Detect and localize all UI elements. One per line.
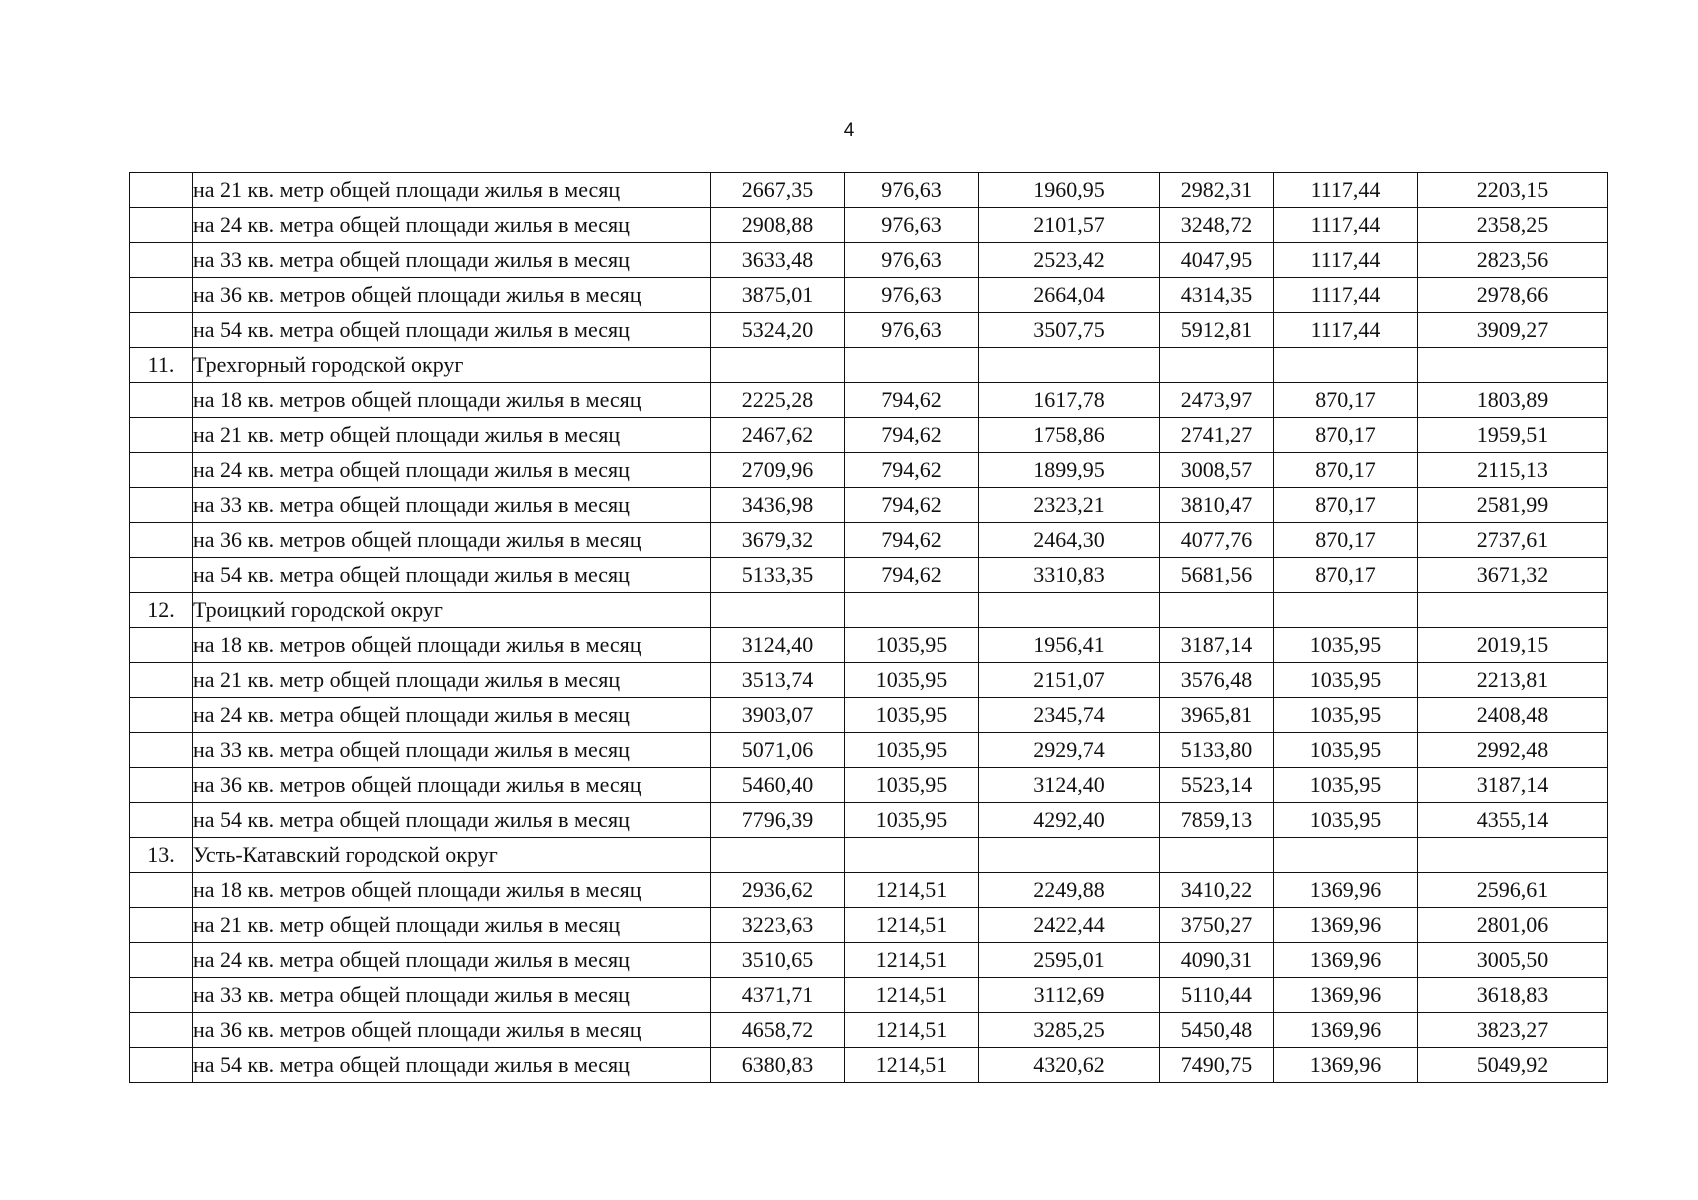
value-cell: 1214,51	[845, 1013, 979, 1048]
row-number	[130, 943, 193, 978]
value-cell: 5450,48	[1160, 1013, 1274, 1048]
table-row	[130, 208, 1608, 243]
value-cell: 5071,06	[711, 733, 845, 768]
row-number	[130, 173, 193, 208]
value-cell: 976,63	[845, 313, 979, 348]
value-cell	[1160, 593, 1274, 628]
value-cell: 1617,78	[979, 383, 1160, 418]
row-label: на 21 кв. метр общей площади жилья в месяц	[193, 663, 711, 698]
value-cell: 1214,51	[845, 943, 979, 978]
value-cell	[1274, 348, 1418, 383]
value-cell: 1035,95	[845, 733, 979, 768]
value-cell	[845, 593, 979, 628]
value-cell: 2992,48	[1418, 733, 1608, 768]
value-cell: 976,63	[845, 173, 979, 208]
row-number	[130, 418, 193, 453]
table-body	[130, 173, 1608, 1083]
row-number	[130, 663, 193, 698]
value-cell: 3513,74	[711, 663, 845, 698]
value-cell: 4320,62	[979, 1048, 1160, 1083]
row-label: на 18 кв. метров общей площади жилья в месяц	[193, 383, 711, 418]
value-cell: 870,17	[1274, 383, 1418, 418]
row-label: на 33 кв. метра общей площади жилья в месяц	[193, 733, 711, 768]
value-cell: 1035,95	[845, 768, 979, 803]
value-cell: 2982,31	[1160, 173, 1274, 208]
value-cell: 7490,75	[1160, 1048, 1274, 1083]
value-cell	[1274, 593, 1418, 628]
value-cell: 1035,95	[845, 803, 979, 838]
value-cell: 3310,83	[979, 558, 1160, 593]
value-cell: 1369,96	[1274, 1048, 1418, 1083]
value-cell: 2345,74	[979, 698, 1160, 733]
value-cell: 870,17	[1274, 453, 1418, 488]
value-cell	[979, 593, 1160, 628]
value-cell: 2929,74	[979, 733, 1160, 768]
value-cell	[1418, 593, 1608, 628]
value-cell: 5523,14	[1160, 768, 1274, 803]
value-cell: 1117,44	[1274, 173, 1418, 208]
row-label: на 33 кв. метра общей площади жилья в месяц	[193, 978, 711, 1013]
value-cell: 3750,27	[1160, 908, 1274, 943]
value-cell: 870,17	[1274, 418, 1418, 453]
value-cell: 4314,35	[1160, 278, 1274, 313]
value-cell	[979, 838, 1160, 873]
value-cell: 5460,40	[711, 768, 845, 803]
value-cell: 2596,61	[1418, 873, 1608, 908]
value-cell: 6380,83	[711, 1048, 845, 1083]
value-cell: 2908,88	[711, 208, 845, 243]
value-cell: 2667,35	[711, 173, 845, 208]
value-cell: 3510,65	[711, 943, 845, 978]
table-row	[130, 453, 1608, 488]
value-cell: 1369,96	[1274, 873, 1418, 908]
table-row	[130, 278, 1608, 313]
row-label: на 24 кв. метра общей площади жилья в месяц	[193, 943, 711, 978]
row-number	[130, 1013, 193, 1048]
row-number	[130, 523, 193, 558]
value-cell: 3187,14	[1160, 628, 1274, 663]
value-cell: 1035,95	[1274, 803, 1418, 838]
row-label: на 21 кв. метр общей площади жилья в месяц	[193, 908, 711, 943]
value-cell: 2664,04	[979, 278, 1160, 313]
value-cell: 2823,56	[1418, 243, 1608, 278]
section-title: Трехгорный городской округ	[193, 348, 711, 383]
value-cell: 2741,27	[1160, 418, 1274, 453]
value-cell: 3965,81	[1160, 698, 1274, 733]
value-cell: 4355,14	[1418, 803, 1608, 838]
value-cell: 2581,99	[1418, 488, 1608, 523]
row-number	[130, 628, 193, 663]
value-cell: 794,62	[845, 523, 979, 558]
value-cell: 1758,86	[979, 418, 1160, 453]
value-cell: 1035,95	[1274, 698, 1418, 733]
section-title: Усть-Катавский городской округ	[193, 838, 711, 873]
row-label: на 36 кв. метров общей площади жилья в месяц	[193, 768, 711, 803]
value-cell: 5049,92	[1418, 1048, 1608, 1083]
value-cell: 5133,80	[1160, 733, 1274, 768]
value-cell: 2422,44	[979, 908, 1160, 943]
value-cell: 1035,95	[845, 698, 979, 733]
value-cell: 7796,39	[711, 803, 845, 838]
table-row	[130, 488, 1608, 523]
value-cell: 1117,44	[1274, 278, 1418, 313]
value-cell: 794,62	[845, 558, 979, 593]
data-table	[129, 172, 1608, 1083]
value-cell: 3005,50	[1418, 943, 1608, 978]
row-label: на 24 кв. метра общей площади жилья в месяц	[193, 453, 711, 488]
value-cell: 1214,51	[845, 873, 979, 908]
value-cell: 1214,51	[845, 908, 979, 943]
value-cell: 2467,62	[711, 418, 845, 453]
row-label: на 21 кв. метр общей площади жилья в месяц	[193, 173, 711, 208]
value-cell: 794,62	[845, 488, 979, 523]
value-cell: 2978,66	[1418, 278, 1608, 313]
value-cell: 2101,57	[979, 208, 1160, 243]
value-cell: 4047,95	[1160, 243, 1274, 278]
row-label: на 36 кв. метров общей площади жилья в месяц	[193, 1013, 711, 1048]
value-cell	[1274, 838, 1418, 873]
row-label: на 54 кв. метра общей площади жилья в месяц	[193, 313, 711, 348]
value-cell: 794,62	[845, 453, 979, 488]
row-number	[130, 908, 193, 943]
value-cell: 1117,44	[1274, 313, 1418, 348]
value-cell: 5912,81	[1160, 313, 1274, 348]
value-cell: 3248,72	[1160, 208, 1274, 243]
row-label: на 24 кв. метра общей площади жилья в месяц	[193, 698, 711, 733]
value-cell: 4090,31	[1160, 943, 1274, 978]
value-cell: 3810,47	[1160, 488, 1274, 523]
value-cell: 3223,63	[711, 908, 845, 943]
value-cell: 976,63	[845, 278, 979, 313]
value-cell: 1117,44	[1274, 243, 1418, 278]
row-label: на 54 кв. метра общей площади жилья в месяц	[193, 803, 711, 838]
value-cell: 5324,20	[711, 313, 845, 348]
value-cell	[1418, 838, 1608, 873]
section-row	[130, 348, 1608, 383]
value-cell: 2115,13	[1418, 453, 1608, 488]
table-row	[130, 908, 1608, 943]
value-cell	[1418, 348, 1608, 383]
table-row	[130, 383, 1608, 418]
row-number	[130, 698, 193, 733]
value-cell: 4292,40	[979, 803, 1160, 838]
value-cell: 2464,30	[979, 523, 1160, 558]
value-cell: 794,62	[845, 383, 979, 418]
value-cell: 976,63	[845, 208, 979, 243]
table-row	[130, 558, 1608, 593]
value-cell: 3507,75	[979, 313, 1160, 348]
value-cell: 2249,88	[979, 873, 1160, 908]
value-cell: 1035,95	[1274, 733, 1418, 768]
value-cell: 1214,51	[845, 1048, 979, 1083]
row-label: на 18 кв. метров общей площади жилья в месяц	[193, 873, 711, 908]
value-cell: 3909,27	[1418, 313, 1608, 348]
section-row	[130, 593, 1608, 628]
value-cell: 3823,27	[1418, 1013, 1608, 1048]
value-cell: 3576,48	[1160, 663, 1274, 698]
value-cell: 1035,95	[845, 628, 979, 663]
value-cell: 1369,96	[1274, 908, 1418, 943]
row-label: на 24 кв. метра общей площади жилья в месяц	[193, 208, 711, 243]
row-number: 13.	[130, 838, 193, 873]
value-cell: 870,17	[1274, 523, 1418, 558]
row-number	[130, 803, 193, 838]
value-cell: 2408,48	[1418, 698, 1608, 733]
value-cell: 2151,07	[979, 663, 1160, 698]
row-label: на 33 кв. метра общей площади жилья в месяц	[193, 488, 711, 523]
table-row	[130, 978, 1608, 1013]
value-cell: 3124,40	[979, 768, 1160, 803]
row-number	[130, 208, 193, 243]
value-cell: 1035,95	[1274, 768, 1418, 803]
table-row	[130, 803, 1608, 838]
value-cell: 3436,98	[711, 488, 845, 523]
value-cell: 870,17	[1274, 558, 1418, 593]
table-row	[130, 628, 1608, 663]
value-cell: 1369,96	[1274, 943, 1418, 978]
value-cell: 3124,40	[711, 628, 845, 663]
value-cell: 2595,01	[979, 943, 1160, 978]
value-cell: 2473,97	[1160, 383, 1274, 418]
value-cell: 5681,56	[1160, 558, 1274, 593]
value-cell: 3187,14	[1418, 768, 1608, 803]
table-row	[130, 418, 1608, 453]
value-cell	[711, 593, 845, 628]
value-cell	[979, 348, 1160, 383]
value-cell: 5133,35	[711, 558, 845, 593]
value-cell: 1369,96	[1274, 978, 1418, 1013]
table-row	[130, 663, 1608, 698]
value-cell: 2358,25	[1418, 208, 1608, 243]
value-cell: 3671,32	[1418, 558, 1608, 593]
value-cell: 1960,95	[979, 173, 1160, 208]
row-label: на 36 кв. метров общей площади жилья в месяц	[193, 278, 711, 313]
table-row	[130, 1048, 1608, 1083]
value-cell: 3008,57	[1160, 453, 1274, 488]
value-cell: 1035,95	[1274, 628, 1418, 663]
table-row	[130, 733, 1608, 768]
value-cell: 2709,96	[711, 453, 845, 488]
row-number	[130, 978, 193, 1013]
row-number: 11.	[130, 348, 193, 383]
value-cell	[1160, 838, 1274, 873]
value-cell: 2323,21	[979, 488, 1160, 523]
value-cell: 2225,28	[711, 383, 845, 418]
row-number	[130, 733, 193, 768]
value-cell	[711, 838, 845, 873]
section-row	[130, 838, 1608, 873]
value-cell: 3112,69	[979, 978, 1160, 1013]
value-cell: 5110,44	[1160, 978, 1274, 1013]
value-cell: 976,63	[845, 243, 979, 278]
value-cell: 2203,15	[1418, 173, 1608, 208]
table-row	[130, 943, 1608, 978]
table-row	[130, 243, 1608, 278]
row-number	[130, 453, 193, 488]
value-cell	[711, 348, 845, 383]
value-cell: 1956,41	[979, 628, 1160, 663]
value-cell: 3285,25	[979, 1013, 1160, 1048]
value-cell: 870,17	[1274, 488, 1418, 523]
row-label: на 21 кв. метр общей площади жилья в месяц	[193, 418, 711, 453]
table-row	[130, 768, 1608, 803]
value-cell	[845, 348, 979, 383]
row-number	[130, 488, 193, 523]
value-cell: 4077,76	[1160, 523, 1274, 558]
row-number	[130, 313, 193, 348]
value-cell: 2737,61	[1418, 523, 1608, 558]
row-label: на 18 кв. метров общей площади жилья в месяц	[193, 628, 711, 663]
value-cell: 3633,48	[711, 243, 845, 278]
table-row	[130, 173, 1608, 208]
value-cell: 3903,07	[711, 698, 845, 733]
table-row	[130, 873, 1608, 908]
value-cell: 1035,95	[845, 663, 979, 698]
value-cell: 3618,83	[1418, 978, 1608, 1013]
value-cell: 1035,95	[1274, 663, 1418, 698]
row-number	[130, 383, 193, 418]
value-cell: 3875,01	[711, 278, 845, 313]
value-cell: 2019,15	[1418, 628, 1608, 663]
row-number	[130, 873, 193, 908]
value-cell	[1160, 348, 1274, 383]
value-cell: 4658,72	[711, 1013, 845, 1048]
value-cell: 2936,62	[711, 873, 845, 908]
row-number	[130, 1048, 193, 1083]
value-cell: 7859,13	[1160, 803, 1274, 838]
table-row	[130, 1013, 1608, 1048]
table-row	[130, 698, 1608, 733]
page-number: 4	[843, 120, 855, 141]
value-cell: 3410,22	[1160, 873, 1274, 908]
value-cell: 1959,51	[1418, 418, 1608, 453]
value-cell	[845, 838, 979, 873]
table-row	[130, 313, 1608, 348]
value-cell: 4371,71	[711, 978, 845, 1013]
row-number	[130, 768, 193, 803]
row-number	[130, 243, 193, 278]
row-label: на 54 кв. метра общей площади жилья в месяц	[193, 558, 711, 593]
value-cell: 1117,44	[1274, 208, 1418, 243]
row-label: на 54 кв. метра общей площади жилья в месяц	[193, 1048, 711, 1083]
row-number: 12.	[130, 593, 193, 628]
table-row	[130, 523, 1608, 558]
value-cell: 1803,89	[1418, 383, 1608, 418]
value-cell: 1899,95	[979, 453, 1160, 488]
value-cell: 1214,51	[845, 978, 979, 1013]
value-cell: 2523,42	[979, 243, 1160, 278]
value-cell: 2213,81	[1418, 663, 1608, 698]
value-cell: 3679,32	[711, 523, 845, 558]
row-number	[130, 558, 193, 593]
row-label: на 36 кв. метров общей площади жилья в месяц	[193, 523, 711, 558]
row-number	[130, 278, 193, 313]
value-cell: 2801,06	[1418, 908, 1608, 943]
value-cell: 794,62	[845, 418, 979, 453]
row-label: на 33 кв. метра общей площади жилья в месяц	[193, 243, 711, 278]
section-title: Троицкий городской округ	[193, 593, 711, 628]
value-cell: 1369,96	[1274, 1013, 1418, 1048]
